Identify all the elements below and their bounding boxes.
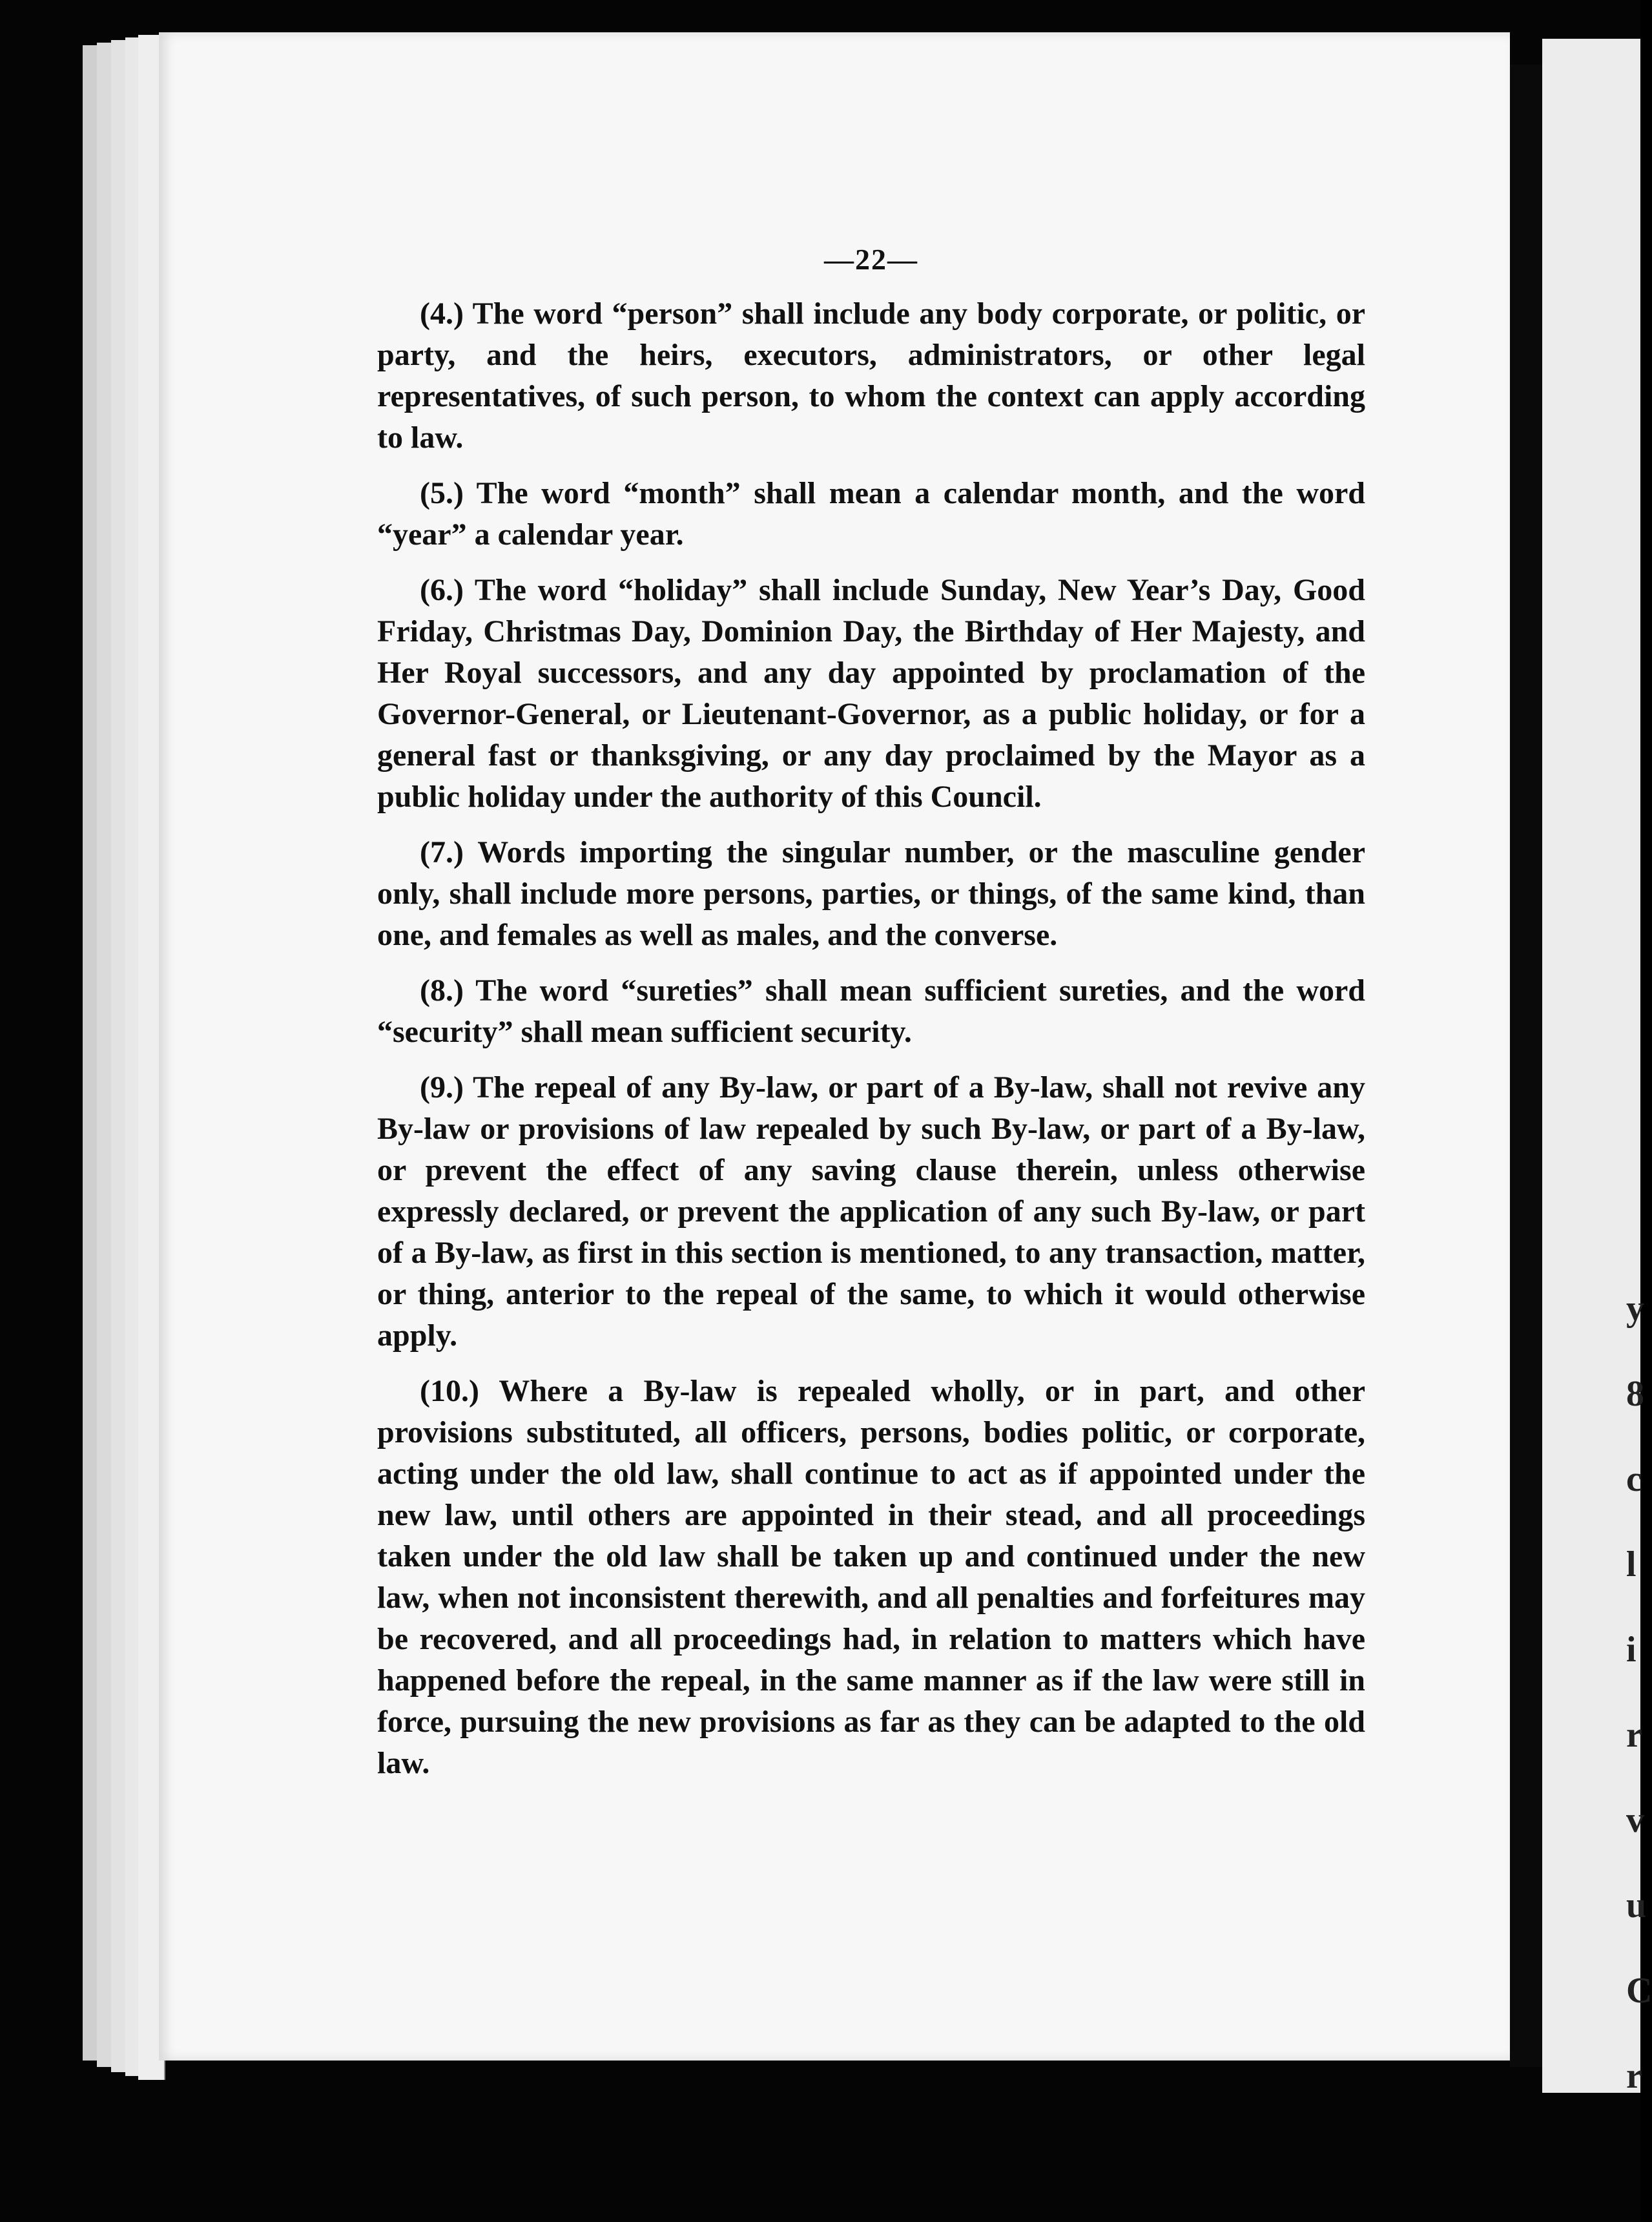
book-gutter	[1510, 65, 1542, 2067]
facing-fragment: r	[1626, 1715, 1642, 1755]
facing-fragment: v	[1626, 1800, 1644, 1840]
facing-fragment: y	[1626, 1289, 1644, 1329]
facing-fragment: u	[1626, 1885, 1647, 1926]
paragraph-7: (7.) Words importing the singular number, or the masculine gender only, shall include more persons, parties, or things, of the same kind, than one, and females as well as males, and the converse.	[377, 835, 1365, 952]
page-number: —22—	[824, 243, 918, 276]
facing-fragment: r	[1626, 2056, 1642, 2096]
paragraph-10: (10.) Where a By-law is repealed wholly, or in part, and other provisions substituted, all officers, persons, bodies politic, or corporate, acting under the old law, shall continue to act as if appointed under the new law, until others are appointed in their stead, and all proceedings taken under the old law shall be taken up and continued under the new law, when not inconsistent therewith, and all penalties and forfeitures may be recovered, and all proceedings had, in relation to matters which have happened before the repeal, in the same manner as if the law were still in force, pursuing the new provisions as far as they can be adapted to the old law.	[377, 1374, 1365, 1780]
paragraph-5: (5.) The word “month” shall mean a calendar month, and the word “year” a calendar year.	[377, 476, 1365, 552]
facing-fragment: l	[1626, 1544, 1637, 1584]
facing-fragment: C	[1626, 1971, 1652, 2011]
page-content	[377, 239, 1365, 1798]
facing-page-text	[1626, 1266, 1652, 2119]
facing-fragment: i	[1626, 1630, 1637, 1670]
paragraph-4: (4.) The word “person” shall include any body corporate, or politic, or party, and the heirs, executors, administrators, or other legal representatives, of such person, to whom the context can apply according to law.	[377, 296, 1365, 455]
facing-fragment: 8	[1626, 1374, 1644, 1414]
paragraph-8: (8.) The word “sureties” shall mean sufficient sureties, and the word “security” shall mean sufficient security.	[377, 973, 1365, 1049]
paragraph-6: (6.) The word “holiday” shall include Sunday, New Year’s Day, Good Friday, Christmas Day, Dominion Day, the Birthday of Her Majesty, and Her Royal successors, and any day appointed by proclamation of the Governor-General, or Lieutenant-Governor, as a public holiday, or for a general fast or thanksgiving, or any day proclaimed by the Mayor as a public holiday under the authority of this Council.	[377, 573, 1365, 814]
paragraph-9: (9.) The repeal of any By-law, or part of a By-law, shall not revive any By-law or provisions of law repealed by such By-law, or part of a By-law, or prevent the effect of any saving clause therein, unless otherwise expressly declared, or prevent the application of any such By-law, or part of a By-law, as first in this section is mentioned, to any transaction, matter, or thing, anterior to the repeal of the same, to which it would otherwise apply.	[377, 1070, 1365, 1353]
facing-fragment: c	[1626, 1459, 1642, 1499]
